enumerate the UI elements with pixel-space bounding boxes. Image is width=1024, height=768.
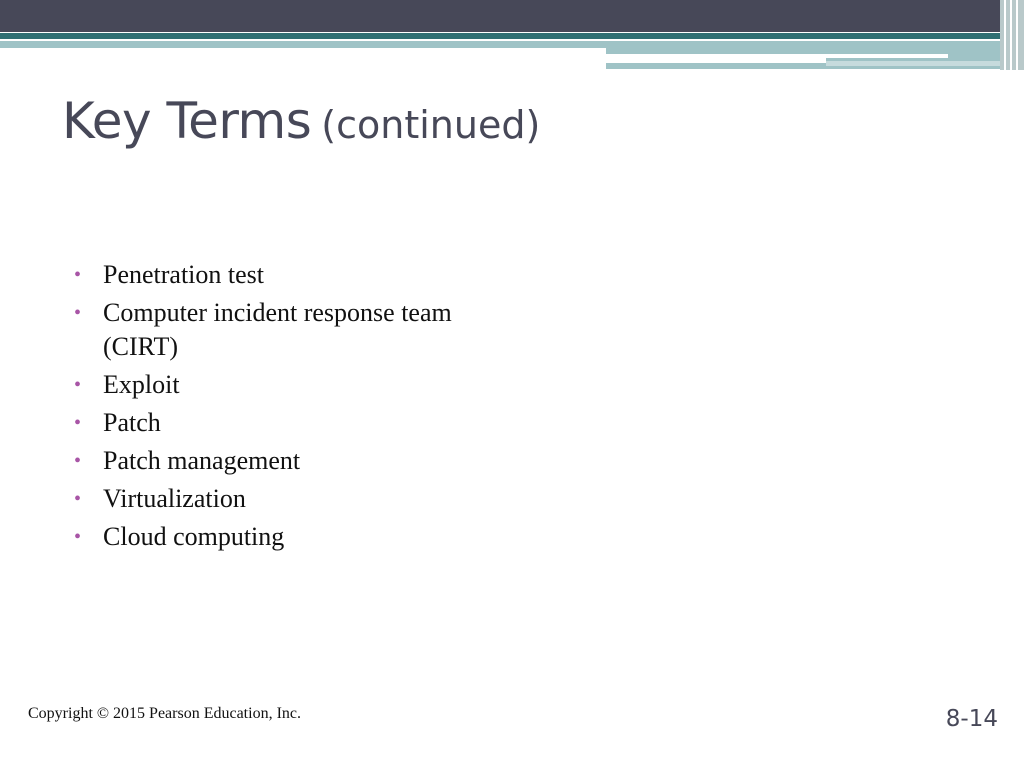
bullet-icon: • bbox=[74, 264, 82, 286]
bullet-icon: • bbox=[74, 374, 82, 396]
list-item-text: Virtualization bbox=[103, 484, 246, 513]
key-terms-list bbox=[72, 258, 492, 558]
slide-number: 8-14 bbox=[945, 706, 998, 732]
list-item bbox=[72, 520, 492, 554]
list-item-text: Computer incident response team (CIRT) bbox=[103, 298, 452, 361]
bullet-icon: • bbox=[74, 412, 82, 434]
list-item bbox=[72, 444, 492, 478]
bullet-icon: • bbox=[74, 526, 82, 548]
header-accent-cutout-thin bbox=[826, 54, 948, 58]
header-accent-light-line bbox=[826, 61, 1000, 66]
list-item-text: Cloud computing bbox=[103, 522, 285, 551]
header-right-stripes bbox=[1000, 0, 1024, 70]
list-item-text: Exploit bbox=[103, 370, 180, 399]
header-dark-band bbox=[0, 0, 1024, 32]
list-item bbox=[72, 296, 492, 364]
slide-title-main: Key Terms bbox=[62, 92, 312, 150]
bullet-icon: • bbox=[74, 488, 82, 510]
list-item bbox=[72, 258, 492, 292]
bullet-icon: • bbox=[74, 450, 82, 472]
list-item-text: Patch bbox=[103, 408, 161, 437]
list-item bbox=[72, 406, 492, 440]
list-item bbox=[72, 482, 492, 516]
header-teal-line bbox=[0, 33, 1000, 39]
list-item-text: Patch management bbox=[103, 446, 301, 475]
list-item-text: Penetration test bbox=[103, 260, 265, 289]
slide-title-sub: (continued) bbox=[321, 103, 541, 147]
copyright-notice: Copyright © 2015 Pearson Education, Inc. bbox=[28, 705, 301, 722]
header-accent-cutout bbox=[606, 54, 826, 63]
slide-title bbox=[62, 92, 540, 150]
bullet-icon: • bbox=[74, 302, 82, 324]
list-item bbox=[72, 368, 492, 402]
